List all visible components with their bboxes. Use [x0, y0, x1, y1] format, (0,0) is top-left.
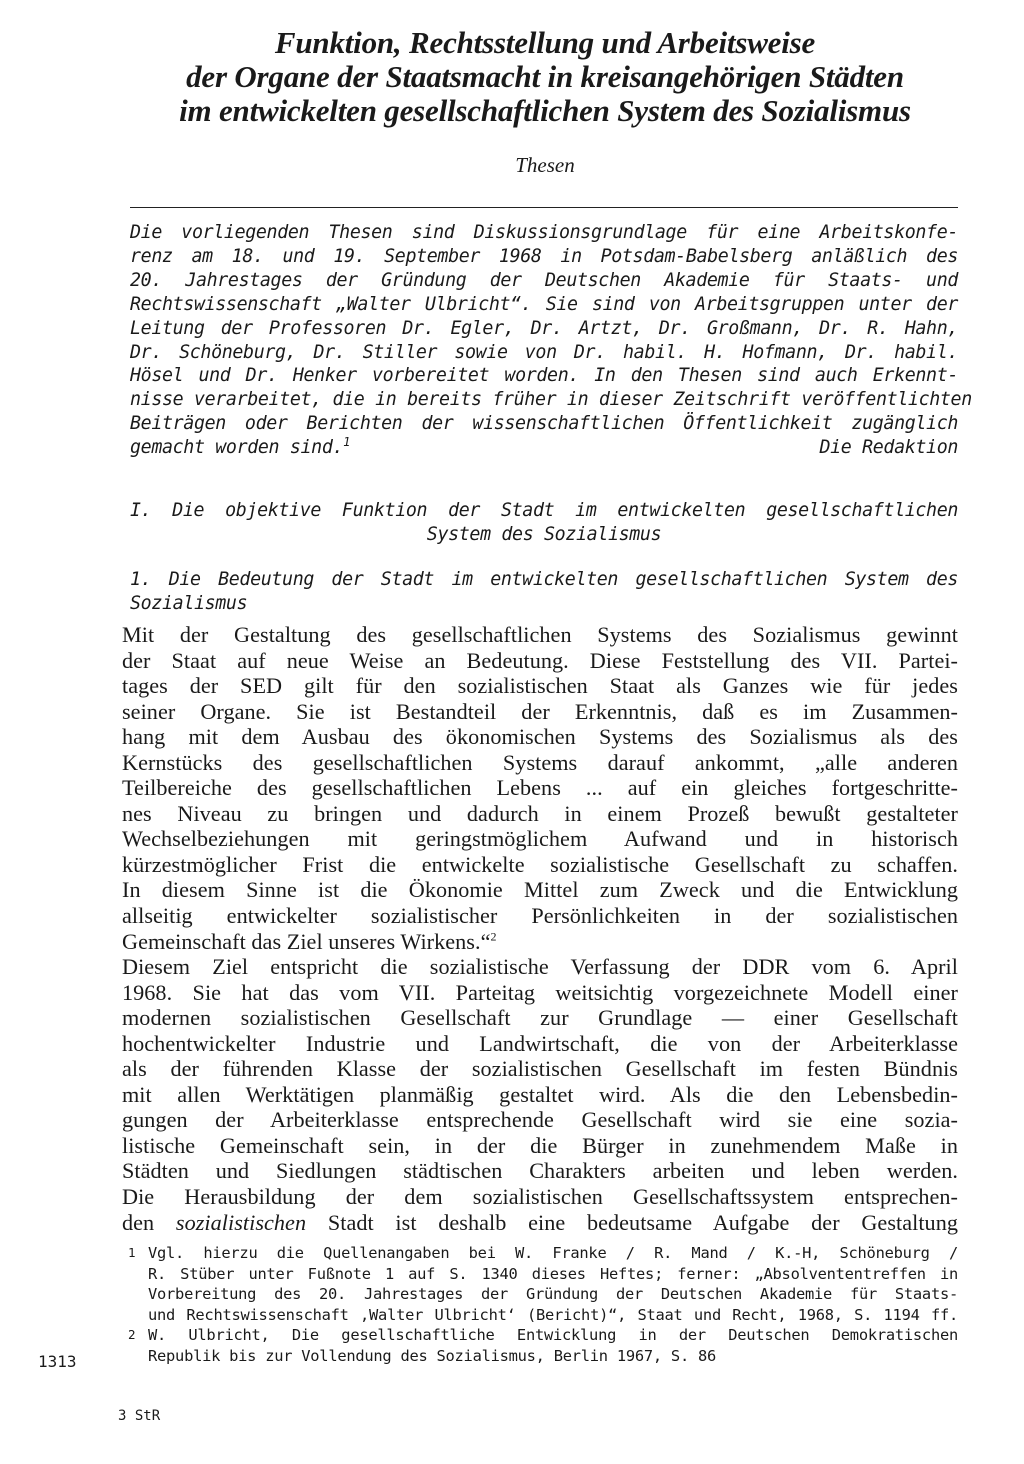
- body-line: nes Niveau zu bringen und dadurch in einem Prozeß bewußt gestalteter: [122, 800, 958, 826]
- body-line-text: Stadt ist deshalb eine bedeutsame Aufgabe der Gestaltung: [327, 1209, 958, 1235]
- title-line: im entwickelten gesellschaftlichen System des Sozialismus: [179, 93, 911, 128]
- footnote-line: R. Stüber unter Fußnote 1 auf S. 1340 dieses Heftes; ferner: „Absolvententreffen in: [148, 1264, 958, 1283]
- emphasized-word: sozialistischen: [175, 1209, 307, 1235]
- body-line: Die Herausbildung der dem sozialistischen Gesellschaftssystem entsprechen-: [122, 1184, 958, 1210]
- note-line: Die vorliegenden Thesen sind Diskussionsgrundlage für eine Arbeitskonfe-: [130, 222, 958, 243]
- note-last-row: [130, 436, 958, 460]
- section-heading-line: System des Sozialismus: [426, 524, 662, 545]
- section-heading-line: I. Die objektive Funktion der Stadt im entwickelten gesellschaftlichen: [130, 500, 958, 521]
- body-line: modernen sozialistischen Gesellschaft zur Grundlage — einer Gesellschaft: [122, 1005, 958, 1031]
- subsection-heading-line: Sozialismus: [130, 593, 248, 614]
- body-line: tages der SED gilt für den sozialistischen Staat als Ganzes wie für jedes: [122, 673, 958, 699]
- footnote-number: 1: [128, 1245, 136, 1260]
- note-line: Leitung der Professoren Dr. Egler, Dr. Artzt, Dr. Großmann, Dr. R. Hahn,: [130, 317, 958, 339]
- note-line: [130, 436, 350, 460]
- body-line: als der führenden Klasse der sozialistischen Gesellschaft im festen Bündnis: [122, 1056, 958, 1082]
- printer-signature: 3 StR: [118, 1408, 161, 1424]
- editorial-note: [130, 221, 972, 460]
- footnote-2: [128, 1325, 958, 1366]
- footnote-line: Vgl. hierzu die Quellenangaben bei W. Franke / R. Mand / K.-H, Schöneburg /: [148, 1244, 958, 1262]
- note-line: 20. Jahrestages der Gründung der Deutschen Akademie für Staats- und: [130, 269, 958, 291]
- note-line: renz am 18. und 19. September 1968 in Potsdam-Babelsberg anläßlich des: [130, 245, 958, 267]
- body-line: kürzestmöglicher Frist die entwickelte sozialistische Gesellschaft zu schaffen.: [122, 851, 958, 877]
- body-line-text: Gemeinschaft das Ziel unseres Wirkens.“: [122, 928, 491, 954]
- subsection-heading-line: 1. Die Bedeutung der Stadt im entwickelten gesellschaftlichen System des: [130, 569, 958, 590]
- note-line: Dr. Schöneburg, Dr. Stiller sowie von Dr. habil. H. Hofmann, Dr. habil.: [130, 341, 958, 363]
- footnotes: [128, 1243, 958, 1367]
- body-line: Städten und Siedlungen städtischen Charakters arbeiten und leben werden.: [122, 1158, 958, 1184]
- note-line: Beiträgen oder Berichten der wissenschaftlichen Öffentlichkeit zugänglich: [130, 413, 958, 435]
- body-line: mit allen Werktätigen planmäßig gestaltet wird. Als die den Lebensbedin-: [122, 1081, 958, 1107]
- footnote-line: Vorbereitung des 20. Jahrestages der Gründung der Deutschen Akademie für Staats-: [148, 1285, 958, 1304]
- page-number: 1313: [38, 1352, 77, 1371]
- footnote-ref-2[interactable]: 2: [490, 929, 497, 944]
- title-line: der Organe der Staatsmacht in kreisangehörigen Städten: [186, 59, 904, 94]
- page-title: [120, 26, 970, 128]
- body-line: In diesem Sinne ist die Ökonomie Mittel zum Zweck und die Entwicklung: [122, 877, 958, 903]
- body-line: [122, 929, 958, 955]
- body-line: Teilbereiche des gesellschaftlichen Lebens ... auf ein gleiches fortgeschritte-: [122, 775, 958, 801]
- note-line: nisse verarbeitet, die in bereits früher in dieser Zeitschrift veröffentlichten: [130, 389, 972, 411]
- body-line: der Staat auf neue Weise an Bedeutung. Diese Feststellung des VII. Partei-: [122, 647, 958, 673]
- divider: [130, 207, 958, 208]
- title-line: Funktion, Rechtsstellung und Arbeitsweise: [274, 25, 816, 60]
- subtitle: Thesen: [515, 153, 575, 177]
- body-line: listische Gemeinschaft sein, in der die Bürger in zunehmendem Maße in: [122, 1132, 958, 1158]
- subsection-heading: [130, 568, 958, 616]
- body-line: hang mit dem Ausbau des ökonomischen Systems des Sozialismus als des: [122, 724, 958, 750]
- body-line: Kernstücks des gesellschaftlichen Systems darauf ankommt, „alle anderen: [122, 749, 958, 775]
- note-line: Rechtswissenschaft „Walter Ulbricht“. Sie sind von Arbeitsgruppen unter der: [130, 293, 958, 315]
- body-line: Wechselbeziehungen mit geringstmöglichem Aufwand und in historisch: [122, 826, 958, 852]
- editorial-signature: Die Redaktion: [819, 437, 958, 459]
- footnote-number: 2: [128, 1327, 136, 1343]
- body-line: gungen der Arbeiterklasse entsprechende Gesellschaft wird sie eine sozia-: [122, 1107, 958, 1133]
- footnote-line: W. Ulbricht, Die gesellschaftliche Entwicklung in der Deutschen Demokratischen: [148, 1326, 958, 1345]
- body-line-text: den: [122, 1209, 155, 1235]
- footnote-1: [128, 1243, 958, 1325]
- section-heading: [130, 499, 958, 547]
- footnote-line: Republik bis zur Vollendung des Sozialismus, Berlin 1967, S. 86: [148, 1346, 717, 1365]
- footnote-line: und Rechtswissenschaft ‚Walter Ulbricht‘ (Bericht)“, Staat und Recht, 1968, S. 1194 ff.: [148, 1305, 958, 1324]
- body-line: hochentwickelter Industrie und Landwirtschaft, die von der Arbeiterklasse: [122, 1030, 958, 1056]
- footnote-ref-1[interactable]: 1: [343, 435, 350, 450]
- body-line: Mit der Gestaltung des gesellschaftlichen Systems des Sozialismus gewinnt: [122, 622, 958, 647]
- body-line: [122, 1210, 958, 1236]
- body-line: 1968. Sie hat das vom VII. Parteitag weitsichtig vorgezeichnete Modell einer: [122, 979, 958, 1005]
- note-last-line: gemacht worden sind.: [130, 437, 344, 459]
- note-line: Hösel und Dr. Henker vorbereitet worden. In den Thesen sind auch Erkennt-: [130, 365, 958, 387]
- body-line: Diesem Ziel entspricht die sozialistische Verfassung der DDR vom 6. April: [122, 954, 958, 980]
- body-text: [122, 622, 958, 1235]
- body-line: allseitig entwickelter sozialistischer Persönlichkeiten in der sozialistischen: [122, 903, 958, 929]
- body-line: seiner Organe. Sie ist Bestandteil der Erkenntnis, daß es im Zusammen-: [122, 698, 958, 724]
